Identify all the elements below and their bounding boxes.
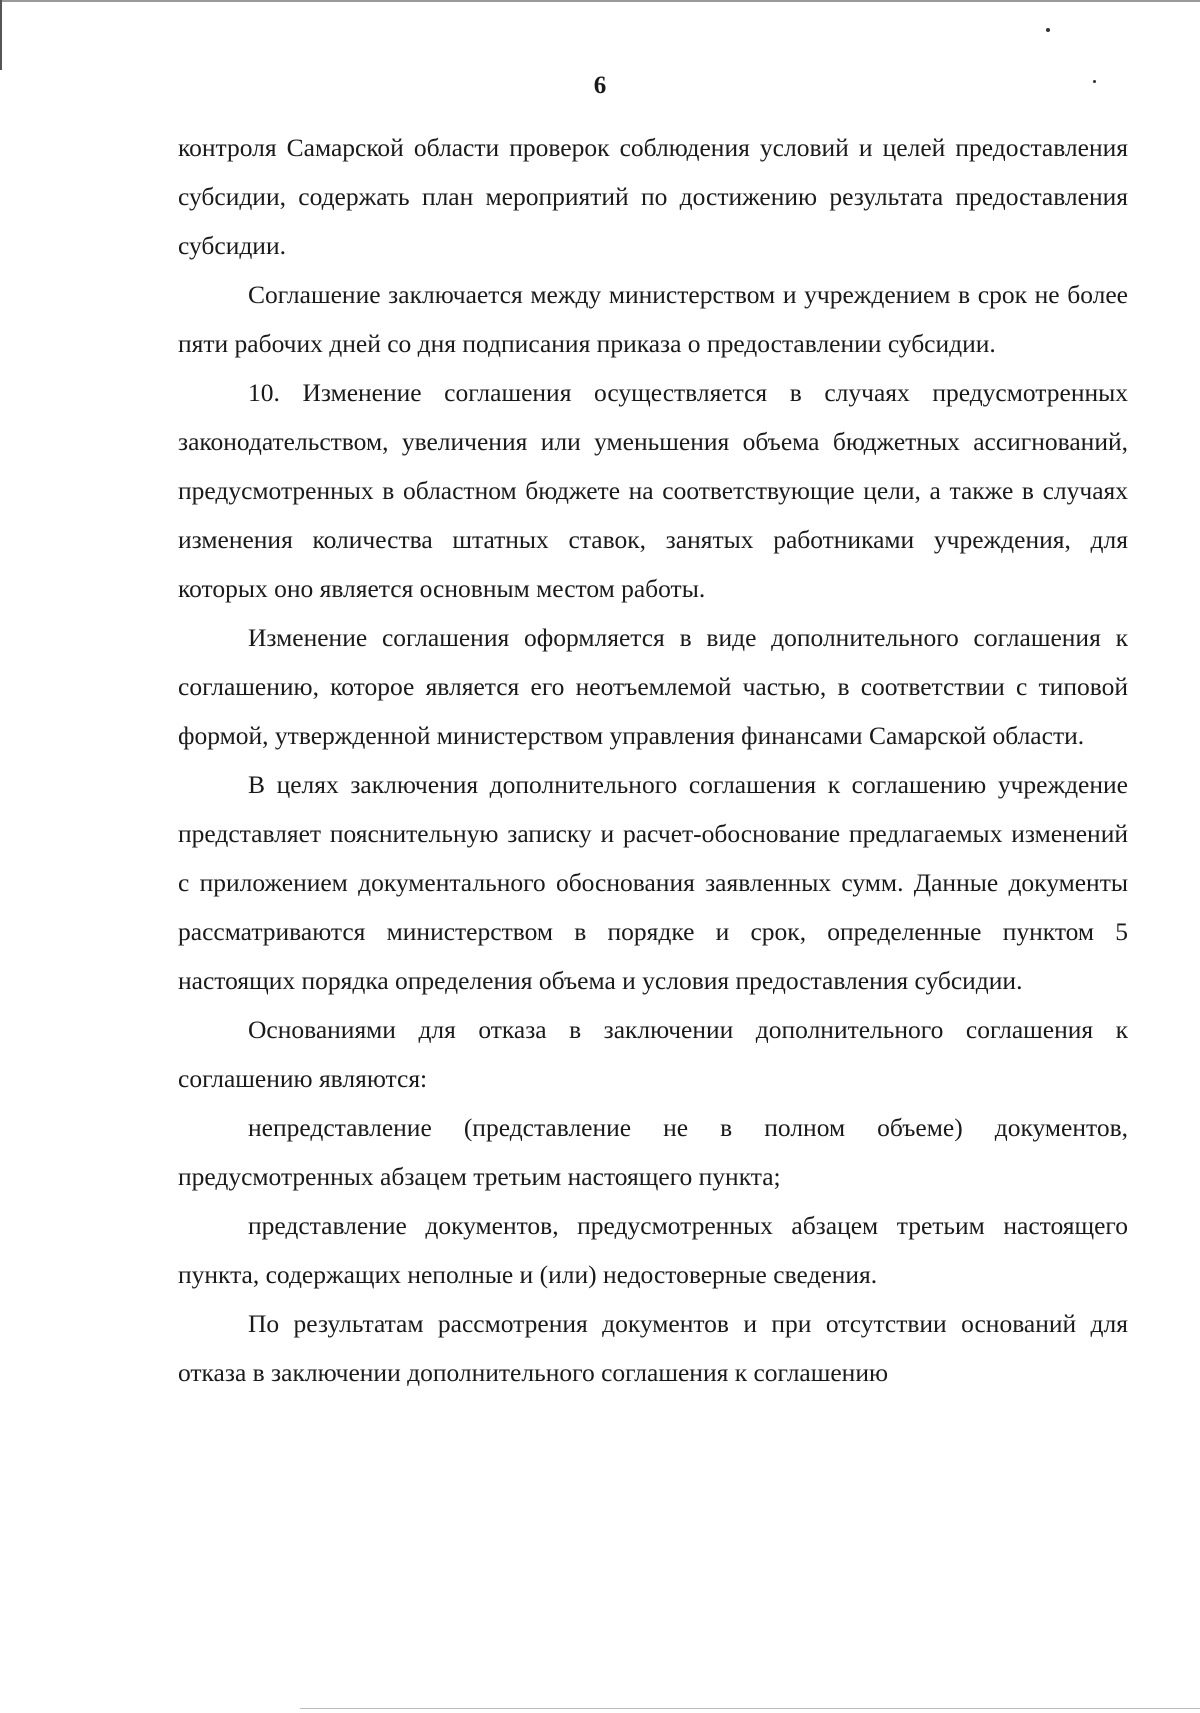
paragraph: 10. Изменение соглашения осуществляется в случаях предусмотренных законодательством, увеличения или уменьшения объема бюджетных ассигнований, предусмотренных в областном бюджете на соответствующие цели, а также в случаях изменения количества штатных ставок, занятых работниками учреждения, для которых оно является основным местом работы.	[178, 378, 1128, 603]
paragraph: По результатам рассмотрения документов и при отсутствии оснований для отказа в заключении дополнительного соглашения к соглашению	[178, 1309, 1128, 1387]
scan-bottom-edge	[300, 1708, 1200, 1709]
paragraph: контроля Самарской области проверок соблюдения условий и целей предоставления субсидии, содержать план мероприятий по достижению результата предоставления субсидии.	[178, 133, 1128, 260]
scan-left-edge	[0, 0, 2, 70]
paragraph: представление документов, предусмотренных абзацем третьим настоящего пункта, содержащих неполные и (или) недостоверные сведения.	[178, 1211, 1128, 1289]
page-number: 6	[593, 72, 607, 99]
paragraph: Основаниями для отказа в заключении дополнительного соглашения к соглашению являются:	[178, 1015, 1128, 1093]
paragraph: Соглашение заключается между министерством и учреждением в срок не более пяти рабочих дней со дня подписания приказа о предоставлении субсидии.	[178, 280, 1128, 358]
paragraph: Изменение соглашения оформляется в виде дополнительного соглашения к соглашению, которое является его неотъемлемой частью, в соответствии с типовой формой, утвержденной министерством управления финансами Самарской области.	[178, 623, 1128, 750]
paragraph: В целях заключения дополнительного соглашения к соглашению учреждение представляет пояснительную записку и расчет-обоснование предлагаемых изменений с приложением документального обоснования заявленных сумм. Данные документы рассматриваются министерством в порядке и срок, определенные пунктом 5 настоящих порядка определения объема и условия предоставления субсидии.	[178, 770, 1128, 995]
paragraph: непредставление (представление не в полном объеме) документов, предусмотренных абзацем третьим настоящего пункта;	[178, 1113, 1128, 1191]
document-body	[178, 123, 1128, 1397]
scan-top-edge	[0, 0, 1200, 2]
scan-speck	[1046, 28, 1050, 32]
